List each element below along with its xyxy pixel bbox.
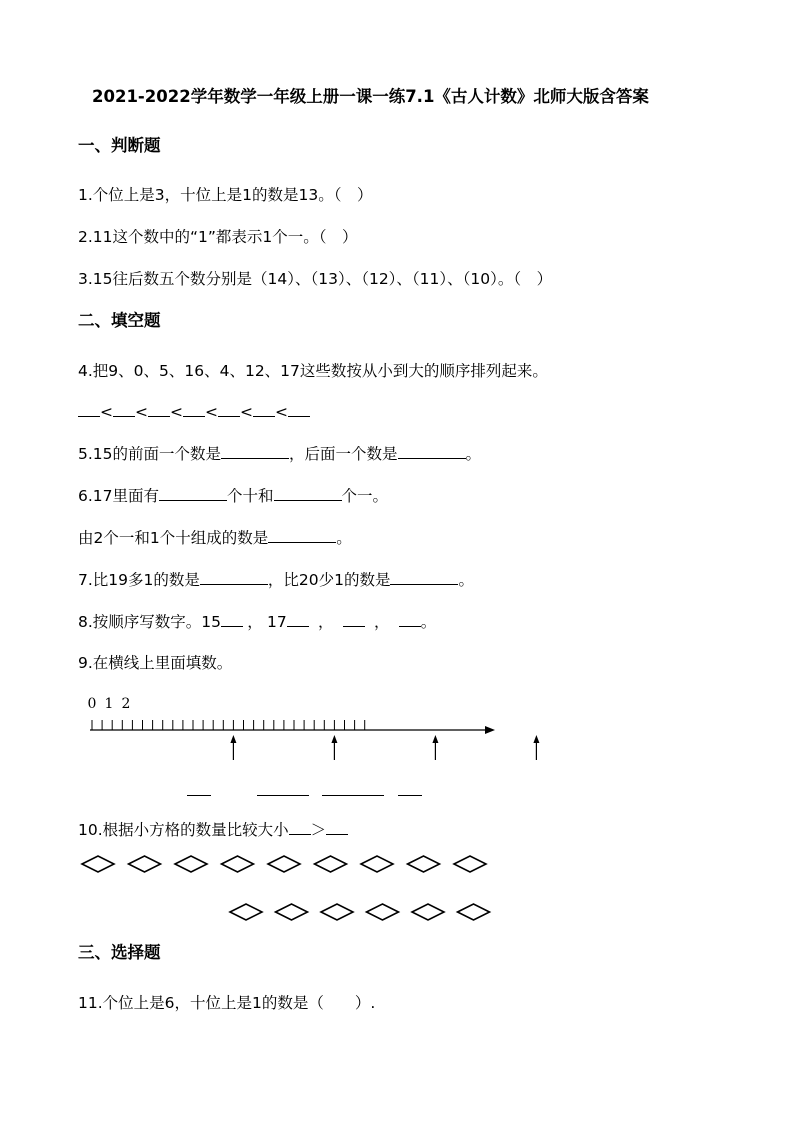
diamond-row-1 [78,850,498,880]
answer-blank[interactable] [268,530,336,543]
diamond-square [129,856,161,872]
diamond-square [367,904,399,920]
diamond-square [458,904,490,920]
diamond-square [321,904,353,920]
answer-blank[interactable] [288,404,310,417]
section-choice: 三、选择题 [78,943,161,962]
answer-blank[interactable] [398,795,422,796]
number-line-figure [80,690,500,800]
answer-blank[interactable] [390,572,458,585]
diamond-square [412,904,444,920]
diamond-square [408,856,440,872]
less-than-sign: < [100,403,113,421]
answer-blank[interactable] [200,572,268,585]
question-5: 5.15的前面一个数是 ，后面一个数是 。 [78,445,482,463]
pointer-arrowhead [432,735,438,743]
answer-blank[interactable] [326,822,348,835]
answer-blank[interactable] [78,404,100,417]
question-8: 8.按顺序写数字。15 ， 17 ， ， 。 [78,613,437,631]
less-than-sign: < [205,403,218,421]
answer-blank[interactable] [322,795,384,796]
page-title: 2021-2022学年数学一年级上册一课一练7.1《古人计数》北师大版含答案 [92,87,649,106]
question-6-part-2: 由2个一和1个十组成的数是 。 [78,529,352,547]
answer-blank[interactable] [274,488,342,501]
question-10: 10.根据小方格的数量比较大小 ＞ [78,822,348,839]
diamond-square [222,856,254,872]
less-than-sign: < [275,403,288,421]
answer-blank[interactable] [148,404,170,417]
answer-blank[interactable] [287,614,309,627]
number-line-label: 2 [121,696,131,712]
answer-blank[interactable] [159,488,227,501]
pointer-arrowhead [230,735,236,743]
section-judge: 一、判断题 [78,136,161,155]
answer-blank[interactable] [113,404,135,417]
answer-blank[interactable] [253,404,275,417]
answer-blank[interactable] [218,404,240,417]
section-fill: 二、填空题 [78,311,161,330]
less-than-sign: < [170,403,183,421]
question-11: 11.个位上是6，十位上是1的数是（ ）. [78,994,376,1012]
diamond-square [361,856,393,872]
question-4-answer-row [78,404,310,421]
pointer-arrowhead [533,735,539,743]
diamond-square [268,856,300,872]
diamond-square [276,904,308,920]
answer-blank[interactable] [221,446,289,459]
question-2: 2.11这个数中的“1”都表示1个一。（ ） [78,228,358,246]
greater-than-sign: ＞ [310,821,327,839]
number-line-arrows [230,735,539,760]
diamond-square [315,856,347,872]
question-3: 3.15往后数五个数分别是（14）、（13）、（12）、（11）、（10）。（ ） [78,270,553,288]
answer-blank[interactable] [187,795,211,796]
diamond-square [82,856,114,872]
pointer-arrowhead [331,735,337,743]
diamond-row-2 [226,898,496,928]
answer-blank[interactable] [399,614,421,627]
number-line-label: 1 [104,696,114,712]
question-6: 6.17里面有 个十和 个一。 [78,487,389,505]
answer-blank[interactable] [183,404,205,417]
number-line-label: 0 [87,696,97,712]
number-line-ticks [92,720,365,730]
diamond-square [454,856,486,872]
question-4: 4.把9、0、5、16、4、12、17这些数按从小到大的顺序排列起来。 [78,362,548,380]
answer-blank[interactable] [257,795,309,796]
diamond-square [230,904,262,920]
answer-blank[interactable] [343,614,365,627]
less-than-sign: < [240,403,253,421]
less-than-sign: < [135,403,148,421]
answer-blank[interactable] [221,614,243,627]
diamond-square [175,856,207,872]
question-1: 1.个位上是3，十位上是1的数是13。（ ） [78,186,373,204]
answer-blank[interactable] [398,446,466,459]
answer-blank[interactable] [289,822,311,835]
question-9: 9.在横线上里面填数。 [78,654,233,672]
number-line-arrowhead [485,726,495,734]
question-7: 7.比19多1的数是 ，比20少1的数是 。 [78,571,474,589]
